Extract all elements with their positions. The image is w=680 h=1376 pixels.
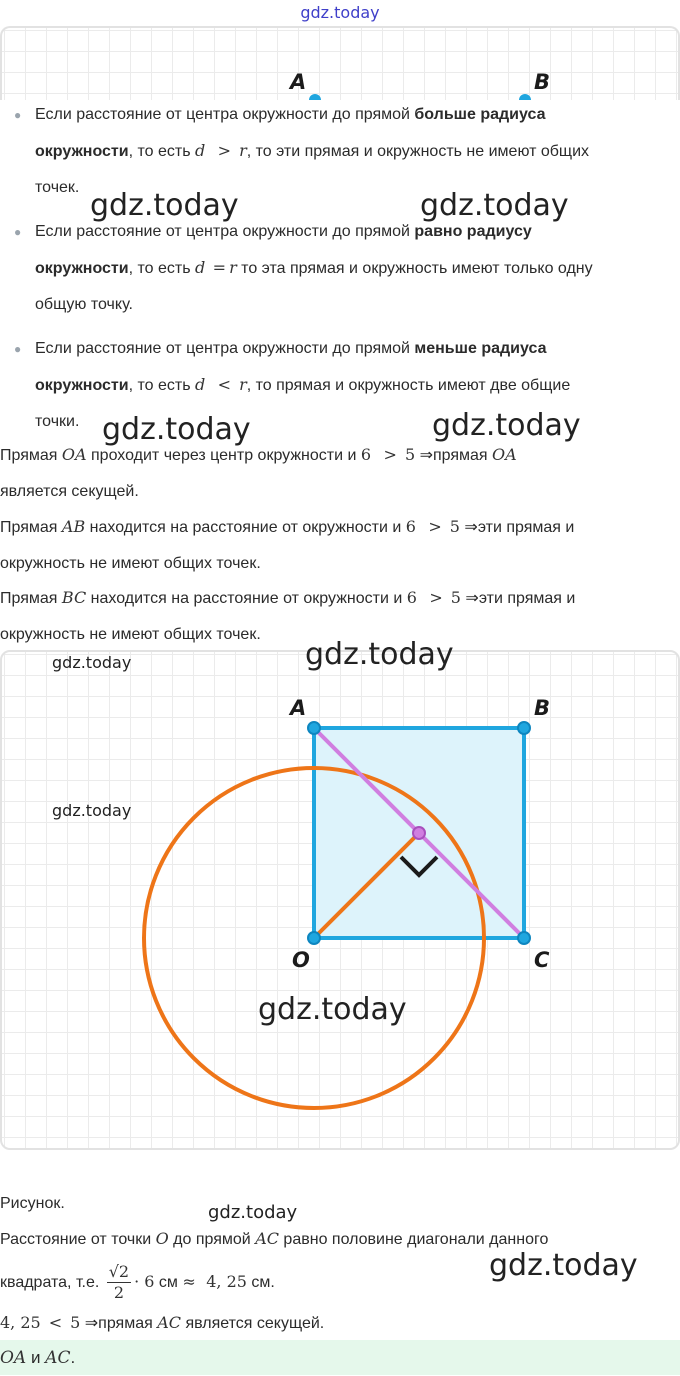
watermark: gdz.today [52, 653, 132, 672]
bullet-item-equal: ● Если расстояние от центра окружности до прямой равно радиусу окружности, то есть d = r то эта прямая и окружность имеют только одну общую точку. [14, 214, 680, 324]
watermark: gdz.today [305, 637, 454, 672]
fraction: $\frac{√2}{2}$ [108, 1262, 130, 1303]
conclusion: 4, 25 < 5 ⇒прямая AC является секущей. [0, 1313, 325, 1332]
top-figure-crop [0, 26, 680, 100]
statement-oa: Прямая OA проходит через центр окружности и 6 > 5 ⇒прямая OA является секущей. [0, 445, 517, 500]
label-c: C [534, 948, 550, 972]
watermark: gdz.today [52, 801, 132, 820]
point-o [308, 932, 320, 944]
watermark: gdz.today [420, 188, 569, 223]
bullet-item-greater: ● Если расстояние от центра окружности до прямой больше радиуса окружности, то есть d > r, то эти прямая и окружность не имеют общих точек. [14, 97, 680, 207]
geometry-figure [0, 650, 680, 1150]
answer-text: OA и AC. [0, 1348, 76, 1368]
watermark: gdz.today [102, 412, 251, 447]
label-b: B [534, 696, 551, 720]
statement-bc: Прямая BC находится на расстояние от окружности и 6 > 5 ⇒эти прямая и окружность не имеют общих точек. [0, 588, 576, 643]
bullet-dot: ● [14, 225, 22, 239]
point-h [413, 827, 425, 839]
point-c [518, 932, 530, 944]
watermark: gdz.today [90, 188, 239, 223]
watermark: gdz.today [208, 1202, 298, 1223]
statement-ab: Прямая AB находится на расстояние от окружности и 6 > 5 ⇒эти прямая и окружность не имеют общих точек. [0, 517, 575, 572]
answer-bar [0, 1340, 680, 1375]
bullet-item-less: ● Если расстояние от центра окружности до прямой меньше радиуса окружности, то есть d < r, то прямая и окружность имеют две общие точки. [14, 331, 680, 441]
site-link[interactable]: gdz.today [300, 3, 380, 22]
bullet-dot: ● [14, 108, 22, 122]
watermark: gdz.today [432, 408, 581, 443]
watermark: gdz.today [258, 992, 407, 1027]
point-a [308, 722, 320, 734]
distance-line-1: Расстояние от точки O до прямой AC равно половине диагонали данного [0, 1229, 549, 1248]
top-label-b: B [534, 70, 551, 94]
label-o: O [292, 948, 310, 972]
watermark: gdz.today [489, 1248, 638, 1283]
figure-canvas [0, 650, 680, 1150]
site-header [0, 0, 680, 26]
bullet-dot: ● [14, 342, 22, 356]
distance-line-2: квадрата, т.е. $\frac{√2}{2}$ · 6 см ≈ 4, 25 см. [0, 1262, 275, 1303]
label-a: A [290, 696, 307, 720]
point-b [518, 722, 530, 734]
top-label-a: A [290, 70, 307, 94]
figure-caption: Рисунок. [0, 1195, 65, 1212]
